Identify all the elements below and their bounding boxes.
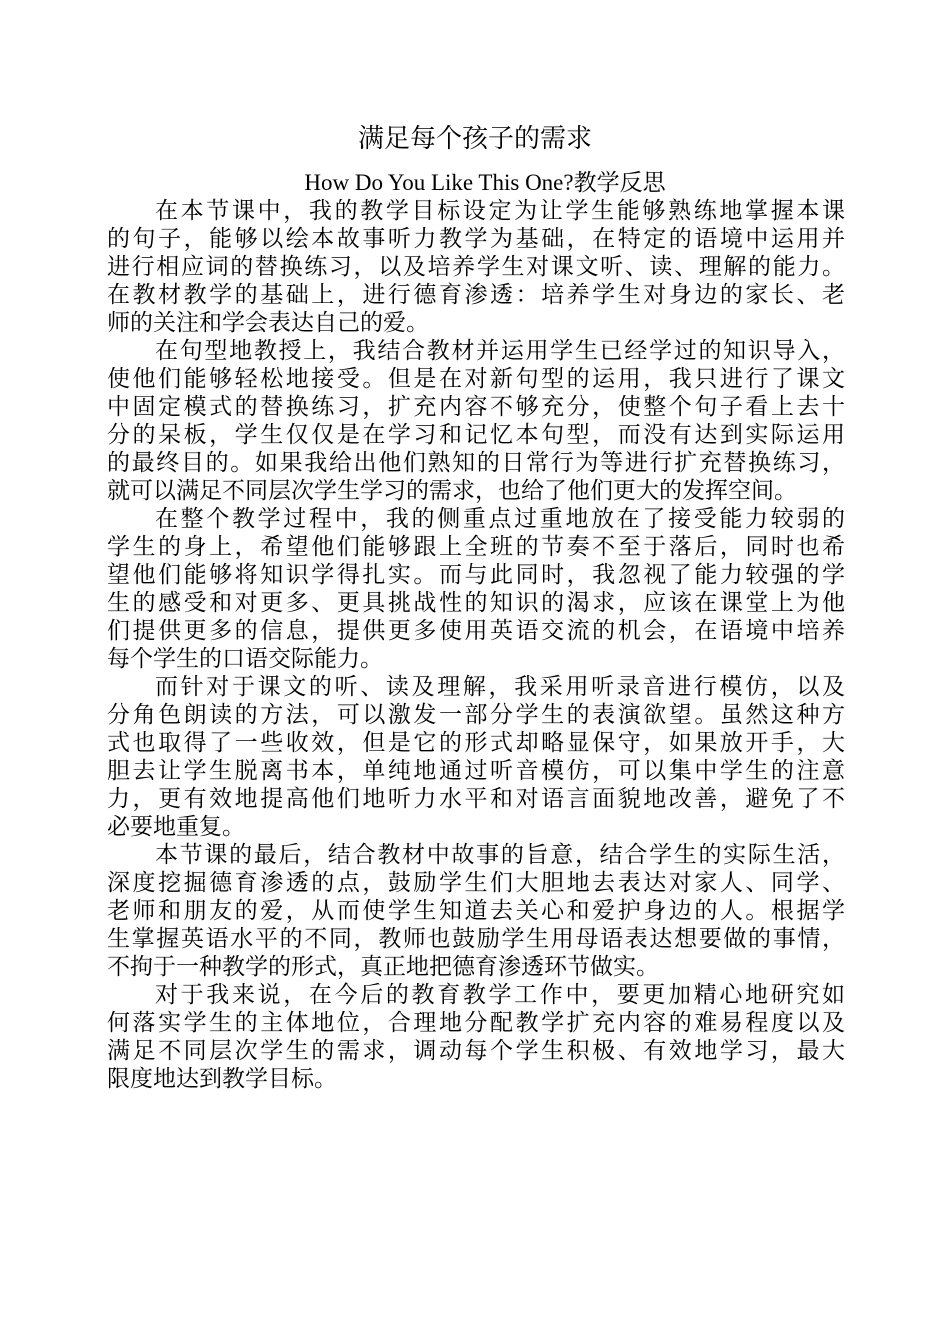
paragraph-line: 的句子，能够以绘本故事听力教学为基础，在特定的语境中运用并 <box>107 226 845 251</box>
document-body <box>107 197 845 1093</box>
paragraph <box>107 197 845 337</box>
paragraph-line: 使他们能够轻松地接受。但是在对新句型的运用，我只进行了课文 <box>107 366 845 391</box>
paragraph-line: 分的呆板，学生仅仅是在学习和记忆本句型，而没有达到实际运用 <box>107 422 845 447</box>
paragraph-line: 老师和朋友的爱，从而使学生知道去关心和爱护身边的人。根据学 <box>107 898 845 923</box>
paragraph-line: 限度地达到教学目标。 <box>107 1066 337 1091</box>
paragraph-line: 满足不同层次学生的需求，调动每个学生积极、有效地学习，最大 <box>107 1038 845 1063</box>
paragraph <box>107 841 845 981</box>
paragraph-line: 在句型地教授上，我结合教材并运用学生已经学过的知识导入， <box>155 338 845 363</box>
paragraph-line: 在本节课中，我的教学目标设定为让学生能够熟练地掌握本课 <box>155 198 845 223</box>
paragraph-line: 进行相应词的替换练习，以及培养学生对课文听、读、理解的能力。 <box>107 254 845 279</box>
paragraph-line: 生掌握英语水平的不同，教师也鼓励学生用母语表达想要做的事情， <box>107 926 845 951</box>
paragraph-line: 生的感受和对更多、更具挑战性的知识的渴求，应该在课堂上为他 <box>107 590 845 615</box>
paragraph-line: 深度挖掘德育渗透的点，鼓励学生们大胆地去表达对家人、同学、 <box>107 870 845 895</box>
paragraph-line: 式也取得了一些收效，但是它的形式却略显保守，如果放开手，大 <box>107 730 845 755</box>
paragraph-line: 力，更有效地提高他们地听力水平和对语言面貌地改善，避免了不 <box>107 786 845 811</box>
paragraph-line: 中固定模式的替换练习，扩充内容不够充分，使整个句子看上去十 <box>107 394 845 419</box>
document-subtitle: How Do You Like This One?教学反思 <box>304 170 666 195</box>
paragraph-line: 必要地重复。 <box>107 814 245 839</box>
paragraph-line: 胆去让学生脱离书本，单纯地通过听音模仿，可以集中学生的注意 <box>107 758 845 783</box>
paragraph <box>107 981 845 1093</box>
paragraph-line: 学生的身上，希望他们能够跟上全班的节奏不至于落后，同时也希 <box>107 534 845 559</box>
paragraph-line: 而针对于课文的听、读及理解，我采用听录音进行模仿，以及 <box>155 674 845 699</box>
paragraph <box>107 673 845 841</box>
paragraph-line: 们提供更多的信息，提供更多使用英语交流的机会，在语境中培养 <box>107 618 845 643</box>
paragraph <box>107 337 845 505</box>
paragraph-line: 就可以满足不同层次学生学习的需求，也给了他们更大的发挥空间。 <box>107 478 797 503</box>
paragraph-line: 在教材教学的基础上，进行德育渗透：培养学生对身边的家长、老 <box>107 282 845 307</box>
paragraph-line: 的最终目的。如果我给出他们熟知的日常行为等进行扩充替换练习， <box>107 450 845 475</box>
paragraph-line: 每个学生的口语交际能力。 <box>107 646 383 671</box>
paragraph-line: 望他们能够将知识学得扎实。而与此同时，我忽视了能力较强的学 <box>107 562 845 587</box>
paragraph-line: 何落实学生的主体地位，合理地分配教学扩充内容的难易程度以及 <box>107 1010 845 1035</box>
paragraph-line: 分角色朗读的方法，可以激发一部分学生的表演欲望。虽然这种方 <box>107 702 845 727</box>
paragraph-line: 本节课的最后，结合教材中故事的旨意，结合学生的实际生活， <box>155 842 845 867</box>
document-title: 满足每个孩子的需求 <box>357 124 592 153</box>
paragraph-line: 不拘于一种教学的形式，真正地把德育渗透环节做实。 <box>107 954 659 979</box>
paragraph-line: 对于我来说，在今后的教育教学工作中，要更加精心地研究如 <box>155 982 845 1007</box>
paragraph-line: 师的关注和学会表达自己的爱。 <box>107 310 429 335</box>
paragraph-line: 在整个教学过程中，我的侧重点过重地放在了接受能力较弱的 <box>155 506 845 531</box>
paragraph <box>107 505 845 673</box>
